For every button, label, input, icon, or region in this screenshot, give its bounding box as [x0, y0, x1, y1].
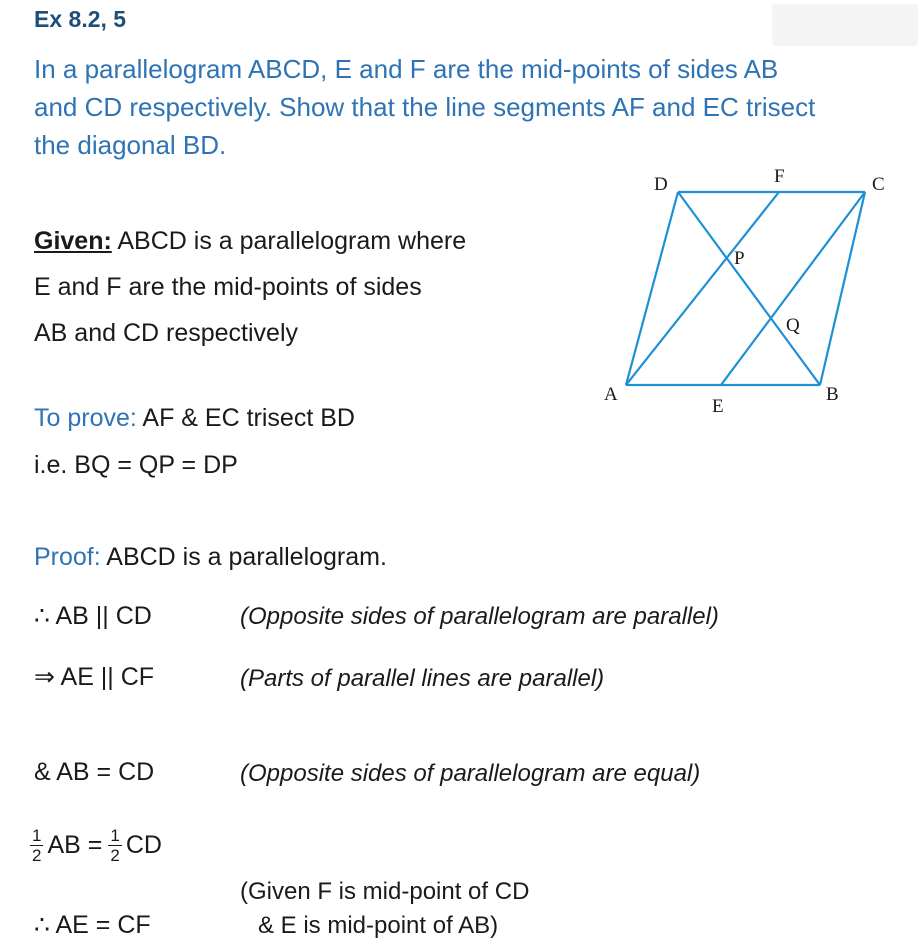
fraction-half-right — [108, 826, 121, 865]
parallelogram-diagram — [590, 160, 910, 420]
proof-step-3-reason: (Opposite sides of parallelogram are equal) — [240, 760, 701, 787]
proof-step-1-statement: ∴ AB || CD — [34, 602, 152, 630]
to-prove-line — [34, 404, 355, 433]
label-c: C — [872, 174, 885, 195]
fraction-denominator: 2 — [32, 846, 42, 865]
given-text: ABCD is a parallelogram where — [111, 227, 467, 255]
proof-step-2-statement: ⇒ AE || CF — [34, 663, 155, 691]
question-line-1: In a parallelogram ABCD, E and F are the mid-points of sides AB — [34, 54, 779, 84]
proof-step-1-reason: (Opposite sides of parallelogram are parallel) — [240, 603, 719, 630]
fraction-numerator: 1 — [32, 826, 42, 845]
to-prove-label: To prove: — [34, 404, 137, 432]
half-right-text: CD — [125, 831, 162, 859]
proof-label: Proof: — [34, 543, 101, 571]
to-prove-equation: i.e. BQ = QP = DP — [34, 451, 238, 479]
final-statement: ∴ AE = CF — [34, 911, 151, 939]
given-section — [34, 218, 466, 356]
given-label: Given: — [34, 227, 112, 255]
final-reason-line-1: (Given F is mid-point of CD — [240, 878, 530, 905]
fraction-half-left — [30, 826, 43, 865]
given-line-3: AB and CD respectively — [34, 319, 299, 347]
exercise-heading: Ex 8.2, 5 — [34, 6, 127, 32]
label-d: D — [654, 174, 668, 195]
label-b: B — [826, 384, 839, 405]
final-reason-line-2: & E is mid-point of AB) — [258, 912, 499, 939]
label-f: F — [774, 166, 785, 187]
question-line-3: the diagonal BD. — [34, 130, 227, 160]
given-line-1 — [34, 218, 466, 264]
to-prove-text: AF & EC trisect BD — [136, 404, 355, 432]
fraction-denominator: 2 — [110, 846, 120, 865]
proof-step-2-reason: (Parts of parallel lines are parallel) — [240, 665, 605, 692]
diagonal-bd — [678, 192, 820, 385]
half-left-text: AB = — [47, 831, 103, 859]
label-e: E — [712, 396, 724, 417]
fraction-numerator: 1 — [110, 826, 120, 845]
given-line-2: E and F are the mid-points of sides — [34, 273, 422, 301]
label-p: P — [734, 248, 745, 269]
half-equation — [30, 826, 162, 865]
label-q: Q — [786, 315, 800, 336]
question-text — [34, 50, 904, 164]
proof-step-3-statement: & AB = CD — [34, 758, 155, 786]
proof-intro — [34, 543, 387, 572]
label-a: A — [604, 384, 618, 405]
side-da — [626, 192, 678, 385]
proof-text: ABCD is a parallelogram. — [100, 543, 387, 571]
watermark-logo — [772, 4, 918, 46]
segment-af — [626, 192, 779, 385]
question-line-2: and CD respectively. Show that the line segments AF and EC trisect — [34, 92, 816, 122]
